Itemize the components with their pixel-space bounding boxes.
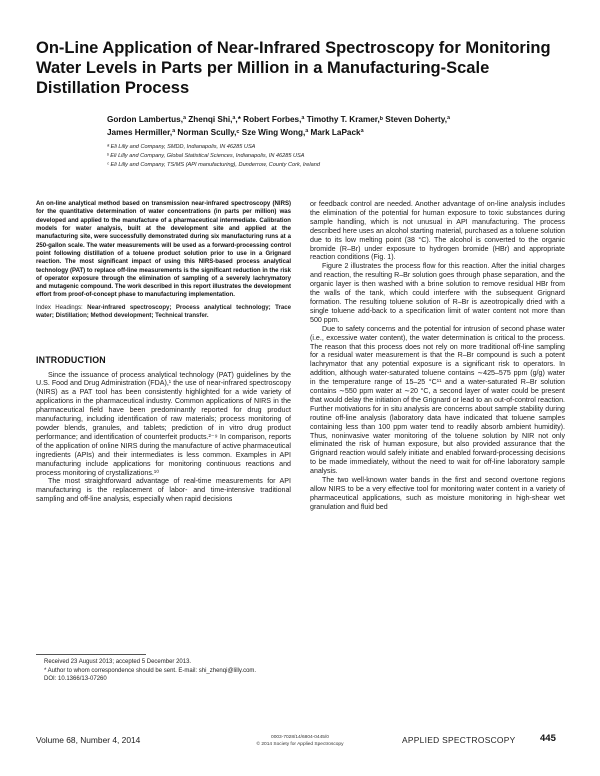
volume-info: Volume 68, Number 4, 2014	[36, 735, 141, 745]
right-column	[310, 200, 565, 512]
affiliation-b: ᵇ Eli Lilly and Company, Global Statistical Sciences, Indianapolis, IN 46285 USA	[107, 152, 305, 159]
affiliation-c: ᶜ Eli Lilly and Company, TS/MS (API manufacturing), Dunderrow, County Cork, Ireland	[107, 161, 320, 168]
body-paragraph-4: The two well-known water bands in the first and second overtone regions allow NIRS to be a very effective tool for monitoring water content in a variety of pharmaceutical applications, such as moisture monitoring in high-shear wet granulation and fluid bed	[310, 476, 565, 511]
issn: 0003-7028/14/6804-0445/0	[271, 735, 329, 740]
left-column	[36, 200, 291, 504]
copyright: © 2014 Society for Applied Spectroscopy	[256, 742, 344, 747]
index-headings-label: Index Headings:	[36, 303, 83, 311]
footer-center	[200, 734, 400, 748]
affiliations	[107, 143, 567, 169]
index-headings	[36, 304, 291, 321]
footnote	[44, 658, 276, 684]
journal-name: APPLIED SPECTROSCOPY	[402, 735, 516, 745]
page-number: 445	[540, 733, 556, 744]
affiliation-a: ª Eli Lilly and Company, SMDD, Indianapolis, IN 46285 USA	[107, 144, 256, 150]
authors-line-1: Gordon Lambertus,ª Zhenqi Shi,ª,* Robert Forbes,ª Timothy T. Kramer,ᵇ Steven Doherty,ª	[107, 115, 451, 124]
intro-paragraph-1: Since the issuance of process analytical technology (PAT) guidelines by the U.S. Food and Drug Administration (FDA),¹ the use of near-infrared spectroscopy (NIRS) as a PAT tool has been consistently highlighted for a wide variety of applications in the pharmaceutical industry. Common applications of NIRS in the pharmaceutical field have been predominantly reported for drug product manufacturing, including identification of raw materials; process monitoring of powder blends, granules, and tablets; prediction of in vitro drug product performance; and identification of counterfeit products.²⁻⁹ In comparison, reports of the application of online NIRS during the manufacture of active pharmaceutical ingredients (APIs) and their intermediates is less common. Examples in API manufacturing include applications for monitoring continuous reactions and process monitoring of crystallizations.¹⁰	[36, 370, 291, 477]
correspondence-note: * Author to whom correspondence should be sent. E-mail: shi_zhenqi@lilly.com.	[44, 667, 257, 674]
body-paragraph-3: Due to safety concerns and the potential for intrusion of second phase water (i.e., excessive water content), the water determination is critical to the process. The reason that this process does not rely on more traditional off-line sampling for a residual water measurement is that the R–Br compound is such a potent lachrymator that any potential exposure is a significant risk to operators. In addition, although water-saturated toluene contains ∼425–575 ppm (g/g) water in the temperature range of 15–25 °C¹¹ and a water-saturated R–Br solution contains ∼550 ppm water at ∼20 °C, a second layer of water could be present that would delay the initiation of the Grignard or lead to an out-of-control reaction. Further motivations for in situ analysis are concerns about sample stability during routine off-line analysis (laboratory data have indicated that toluene samples containing less than 100 ppm water tend to readily absorb ambient humidity). Thus, noninvasive water monitoring of the toluene solution by NIR not only eliminated the risk of human exposure, but also provided assurance that the Grignard reaction would safely initiate and enabled forward-processing decisions to be made immediately, without the need to wait for off-line laboratory sample analysis.	[310, 324, 565, 476]
abstract: An on-line analytical method based on transmission near-infrared spectroscopy (NIRS) for the quantitative determination of water concentrations (in parts per million) was developed and applied to the manufacture of a pharmaceutical intermediate. Calibration models for water analysis, built at the development site and applied at the manufacturing site, were successfully demonstrated during six manufacturing runs at a 250-gallon scale. The water measurements will be used as a forward-processing control point following distillation of a toluene product solution prior to use in a Grignard reaction. The most significant impact of using this NIRS-based process analytical technology (PAT) to replace off-line measurements is the significant reduction in the risk of operator exposure through the elimination of sampling of a severely lachrymatory and mutagenic compound. The work described in this report illustrates the development effort from proof-of-concept phase to manufacturing implementation.	[36, 201, 291, 299]
body-paragraph-1: or feedback control are needed. Another advantage of on-line analysis includes the elimination of the potential for human exposure to toxic substances during sample handling, which is not unusual in API manufacturing. The process described here uses an alcohol starting material, purchased as a toluene solution due to its low melting point (38 °C). The alcohol is converted to the organic bromide (R–Br) under exposure to hydrogen bromide (HBr) and appropriate reaction conditions (Fig. 1).	[310, 200, 565, 262]
footnote-divider	[36, 654, 146, 655]
received-dates: Received 23 August 2013; accepted 5 December 2013.	[44, 659, 192, 665]
intro-paragraph-2: The most straightforward advantage of real-time measurements for API manufacturing is the replacement of labor- and time-intensive traditional sampling and off-line analysis, especially when rapid decisions	[36, 477, 291, 504]
authors-line-2: James Hermiller,ª Norman Scully,ᶜ Sze Wing Wong,ª Mark LaPackª	[107, 127, 364, 137]
doi: DOI: 10.1366/13-07260	[44, 676, 107, 683]
introduction-heading: INTRODUCTION	[36, 354, 106, 365]
author-list	[107, 114, 577, 139]
index-headings-terms: Near-infrared spectroscopy; Process analytical technology; Trace water; Distillation; Method development; Technical transfer.	[36, 303, 291, 320]
article-title: On-Line Application of Near-Infrared Spectroscopy for Monitoring Water Levels in Parts per Million in a Manufacturing-Scale Distillation Process	[36, 39, 551, 97]
body-paragraph-2: Figure 2 illustrates the process flow for this reaction. After the initial charges and reaction, the resulting R–Br solution goes through phase separation, and the organic layer is then washed with a brine solution to remove residual HBr from the walls of the tank, which could interfere with the subsequent Grignard formation. The resulting toluene solution of R–Br is azeotropically dried with a single toluene add-back to a specification limit of water content not more than 500 ppm.	[310, 262, 565, 324]
